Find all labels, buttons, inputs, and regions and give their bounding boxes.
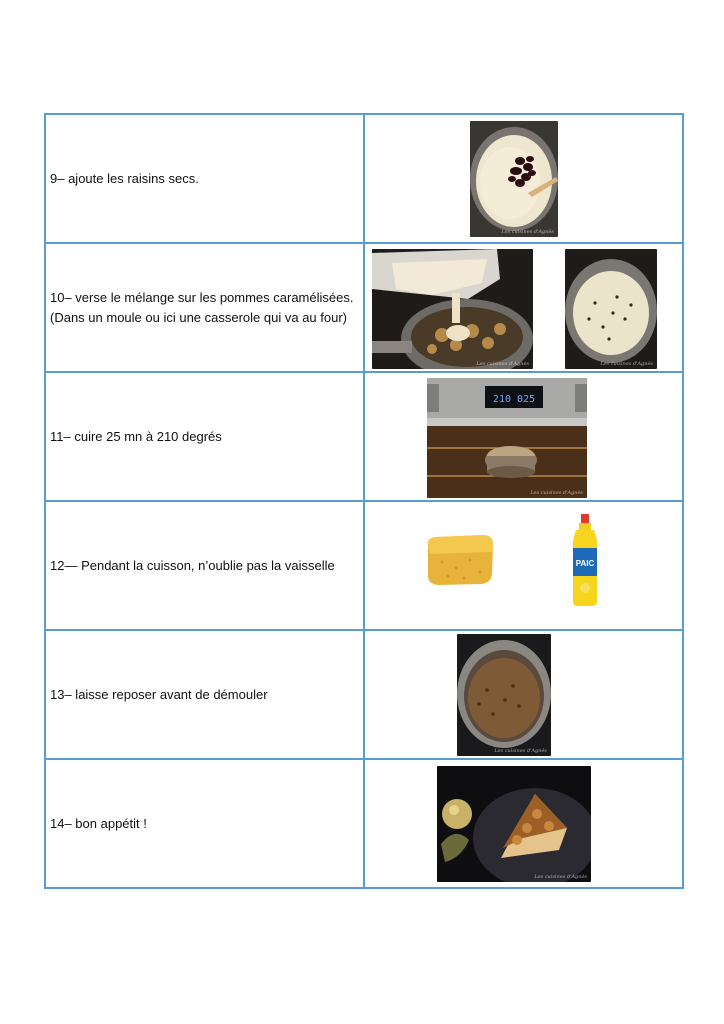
photo-watermark: Les cuisines d'Agnès xyxy=(476,361,529,367)
step-text-cell xyxy=(45,114,364,243)
photo-watermark: Les cuisines d'Agnès xyxy=(600,361,653,367)
step-text-note: (Dans un moule ou ici une casserole qui va au four) xyxy=(50,309,347,325)
cake-slice-photo xyxy=(437,766,591,882)
photo-watermark: Les cuisines d'Agnès xyxy=(534,874,587,880)
photo-watermark: Les cuisines d'Agnès xyxy=(494,748,547,754)
step-image-cell xyxy=(364,759,683,888)
photo-watermark: Les cuisines d'Agnès xyxy=(501,229,554,235)
step-image-cell xyxy=(364,630,683,759)
sponge-photo xyxy=(422,532,497,588)
step-row xyxy=(45,501,683,630)
step-text-cell xyxy=(45,243,364,372)
dish-soap-photo xyxy=(570,514,600,606)
step-row xyxy=(45,372,683,501)
step-image-cell xyxy=(364,114,683,243)
step-text: 13– laisse reposer avant de démouler xyxy=(50,686,268,702)
step-text-cell xyxy=(45,501,364,630)
step-text: 12— Pendant la cuisson, n’oublie pas la vaisselle xyxy=(50,557,335,573)
pouring-batter-photo xyxy=(372,249,533,369)
step-text: 10– verse le mélange sur les pommes caramélisées. xyxy=(50,289,354,305)
step-text: 14– bon appétit ! xyxy=(50,815,147,831)
bowl-with-raisins-photo xyxy=(470,121,558,237)
oven-display-text: 210 025 xyxy=(492,394,536,405)
baked-cake-in-pan-photo xyxy=(457,634,551,756)
step-image-cell xyxy=(364,501,683,630)
step-image-cell xyxy=(364,243,683,372)
photo-watermark: Les cuisines d'Agnès xyxy=(530,490,583,496)
oven-photo xyxy=(427,378,587,498)
step-row xyxy=(45,630,683,759)
step-row xyxy=(45,114,683,243)
step-text-cell xyxy=(45,759,364,888)
step-row xyxy=(45,243,683,372)
step-image-cell xyxy=(364,372,683,501)
step-text-cell xyxy=(45,372,364,501)
step-text: 11– cuire 25 mn à 210 degrés xyxy=(50,428,222,444)
step-text: 9– ajoute les raisins secs. xyxy=(50,170,199,186)
step-text-cell xyxy=(45,630,364,759)
soap-brand-text: PAIC xyxy=(575,559,595,568)
step-row xyxy=(45,759,683,888)
recipe-steps-table xyxy=(44,113,684,889)
pan-with-batter-photo xyxy=(565,249,657,369)
